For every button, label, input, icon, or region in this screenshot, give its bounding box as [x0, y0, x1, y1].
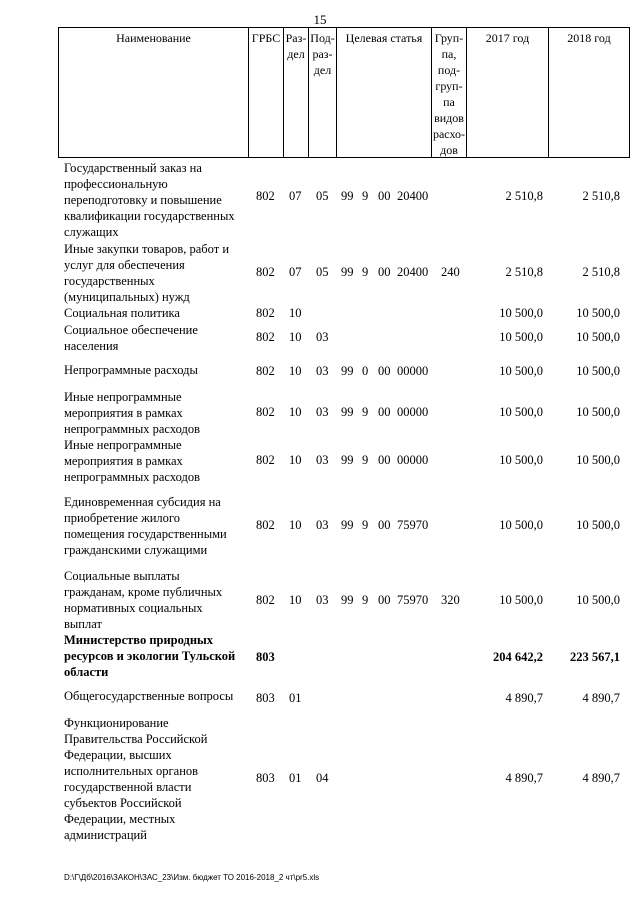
- row-grbs: 802: [256, 405, 275, 419]
- row-name: Иные непрограммные мероприятия в рамках непрограммных расходов: [64, 390, 200, 436]
- row-pr: 05: [316, 189, 329, 203]
- row-c1: 99: [341, 405, 354, 419]
- row-grbs: 802: [256, 330, 275, 344]
- row-c3: 00: [378, 593, 391, 607]
- row-pr: 03: [316, 453, 329, 467]
- row-pr: 03: [316, 364, 329, 378]
- row-name: Министерство природных ресурсов и экологии Тульской области: [64, 633, 236, 679]
- row-c3: 00: [378, 189, 391, 203]
- row-c1: 99: [341, 189, 354, 203]
- row-v2018: 10 500,0: [576, 330, 620, 344]
- row-c3: 00: [378, 453, 391, 467]
- row-c4: 75970: [397, 593, 429, 607]
- header-vid: Груп- па, под- груп- па видов расхо- дов: [432, 28, 467, 157]
- row-v2018: 10 500,0: [576, 364, 620, 378]
- row-pr: 03: [316, 330, 329, 344]
- footer-file-path: D:\Г\Дб\2016\ЗАКОН\ЗАС_23\Изм. бюджет ТО 2016-2018_2 чт\pr5.xls: [64, 873, 320, 882]
- row-pr: 04: [316, 771, 329, 785]
- row-c2: 9: [362, 593, 369, 607]
- row-v2017: 4 890,7: [505, 691, 543, 705]
- row-v2017: 10 500,0: [499, 518, 543, 532]
- row-v2017: 4 890,7: [505, 771, 543, 785]
- row-v2017: 10 500,0: [499, 306, 543, 320]
- row-name: Государственный заказ на профессиональную переподготовку и повышение квалификации государственных служащих: [64, 161, 235, 239]
- page-number: 15: [313, 12, 327, 27]
- row-rz: 07: [289, 265, 302, 279]
- row-name: Непрограммные расходы: [64, 363, 198, 377]
- row-v2017: 10 500,0: [499, 453, 543, 467]
- row-c4: 75970: [397, 518, 429, 532]
- row-rz: 10: [289, 306, 302, 320]
- row-v2018: 4 890,7: [582, 691, 620, 705]
- row-c3: 00: [378, 265, 391, 279]
- row-c3: 00: [378, 364, 391, 378]
- row-v2017: 2 510,8: [505, 189, 543, 203]
- row-v2017: 10 500,0: [499, 364, 543, 378]
- row-name: Социальное обеспечение населения: [64, 323, 198, 353]
- row-c2: 9: [362, 518, 369, 532]
- row-name: Социальные выплаты гражданам, кроме публичных нормативных социальных выплат: [64, 569, 223, 631]
- row-c1: 99: [341, 518, 354, 532]
- header-podrazdel: Под- раз- дел: [309, 28, 337, 157]
- row-rz: 07: [289, 189, 302, 203]
- row-rz: 10: [289, 518, 302, 532]
- header-razdel: Раз- дел: [284, 28, 309, 157]
- row-c1: 99: [341, 593, 354, 607]
- row-v2017: 204 642,2: [493, 650, 543, 664]
- row-c2: 0: [362, 364, 369, 378]
- row-name: Единовременная субсидия на приобретение жилого помещения государственными гражданскими служащими: [64, 495, 227, 557]
- row-v2018: 2 510,8: [582, 265, 620, 279]
- row-rz: 10: [289, 453, 302, 467]
- row-name: Социальная политика: [64, 306, 180, 320]
- row-grbs: 802: [256, 518, 275, 532]
- row-c2: 9: [362, 453, 369, 467]
- row-grbs: 802: [256, 453, 275, 467]
- row-rz: 01: [289, 691, 302, 705]
- row-grbs: 802: [256, 593, 275, 607]
- row-v2018: 10 500,0: [576, 306, 620, 320]
- row-c2: 9: [362, 189, 369, 203]
- row-v2018: 2 510,8: [582, 189, 620, 203]
- row-vr: 320: [441, 593, 460, 607]
- table-header: [58, 27, 630, 158]
- header-2018: 2018 год: [567, 31, 611, 45]
- row-grbs: 803: [256, 771, 275, 785]
- row-v2018: 10 500,0: [576, 453, 620, 467]
- row-grbs: 802: [256, 265, 275, 279]
- header-grbs: ГРБС: [249, 28, 284, 157]
- row-c3: 00: [378, 518, 391, 532]
- row-c1: 99: [341, 265, 354, 279]
- row-v2018: 10 500,0: [576, 593, 620, 607]
- row-name: Иные непрограммные мероприятия в рамках непрограммных расходов: [64, 438, 200, 484]
- row-grbs: 802: [256, 306, 275, 320]
- row-grbs: 802: [256, 364, 275, 378]
- row-vr: 240: [441, 265, 460, 279]
- row-c2: 9: [362, 405, 369, 419]
- row-c4: 00000: [397, 364, 429, 378]
- header-target: Целевая статья: [337, 28, 432, 157]
- row-pr: 03: [316, 518, 329, 532]
- row-c4: 00000: [397, 405, 429, 419]
- row-v2017: 2 510,8: [505, 265, 543, 279]
- row-name: Иные закупки товаров, работ и услуг для обеспечения государственных (муниципальных) нужд: [64, 242, 230, 304]
- row-grbs: 803: [256, 650, 275, 664]
- row-pr: 03: [316, 405, 329, 419]
- row-c1: 99: [341, 364, 354, 378]
- row-c2: 9: [362, 265, 369, 279]
- row-rz: 10: [289, 330, 302, 344]
- header-name: Наименование: [59, 28, 249, 157]
- row-v2017: 10 500,0: [499, 405, 543, 419]
- row-v2018: 4 890,7: [582, 771, 620, 785]
- row-grbs: 803: [256, 691, 275, 705]
- row-c4: 20400: [397, 189, 429, 203]
- row-pr: 03: [316, 593, 329, 607]
- row-pr: 05: [316, 265, 329, 279]
- row-c4: 20400: [397, 265, 429, 279]
- row-name: Функционирование Правительства Российской Федерации, высших исполнительных органов государственной власти субъектов Российской Федерации, местных администраций: [64, 716, 208, 842]
- row-v2018: 223 567,1: [570, 650, 620, 664]
- header-2017: 2017 год: [467, 28, 549, 157]
- row-rz: 10: [289, 405, 302, 419]
- row-rz: 10: [289, 593, 302, 607]
- row-c1: 99: [341, 453, 354, 467]
- row-grbs: 802: [256, 189, 275, 203]
- row-rz: 01: [289, 771, 302, 785]
- row-c4: 00000: [397, 453, 429, 467]
- row-v2017: 10 500,0: [499, 330, 543, 344]
- row-v2018: 10 500,0: [576, 405, 620, 419]
- row-name: Общегосударственные вопросы: [64, 689, 234, 703]
- row-c3: 00: [378, 405, 391, 419]
- row-rz: 10: [289, 364, 302, 378]
- row-v2018: 10 500,0: [576, 518, 620, 532]
- row-v2017: 10 500,0: [499, 593, 543, 607]
